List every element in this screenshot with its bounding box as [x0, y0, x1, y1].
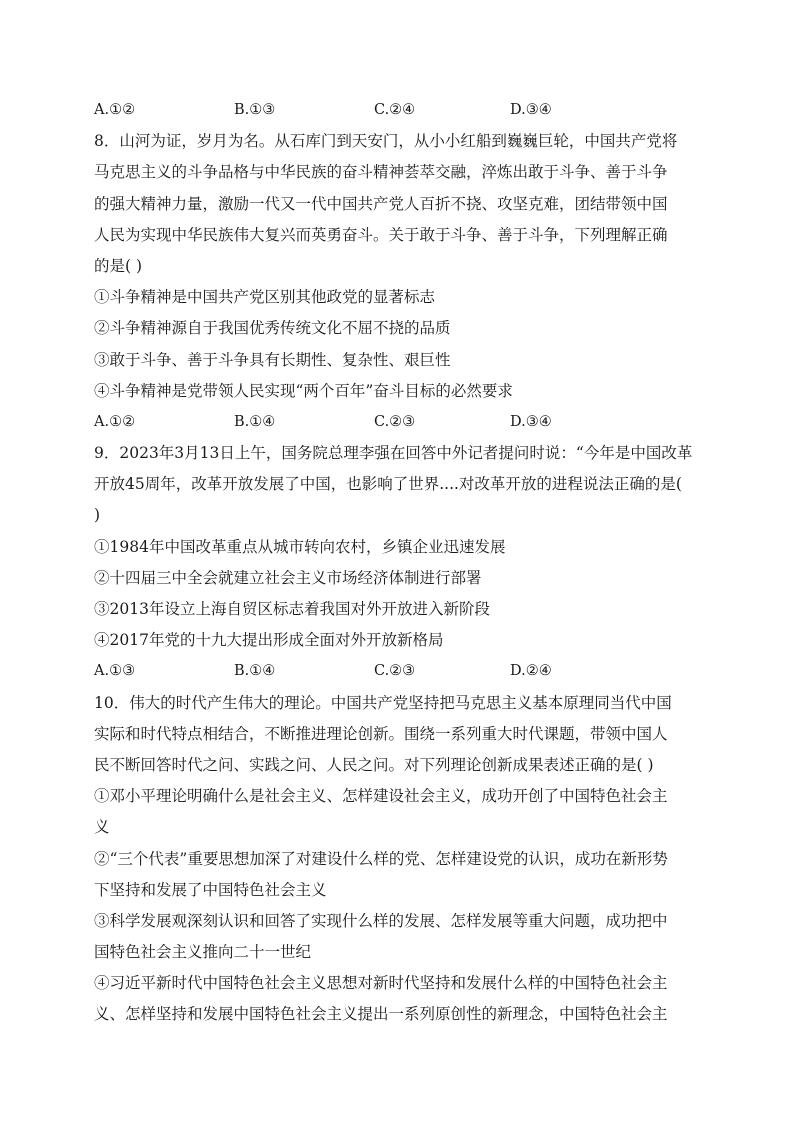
question-10: [94, 688, 704, 1031]
question-8: [94, 126, 704, 438]
q7-options: [94, 95, 704, 126]
q10-statement-line: ①邓小平理论明确什么是社会主义、怎样建设社会主义，成功开创了中国特色社会主: [94, 787, 668, 806]
question-9: [94, 438, 704, 688]
q9-stem-line: 9．2023年3月13日上午，国务院总理李强在回答中外记者提问时说：“今年是中国改革: [94, 444, 693, 463]
q9-stem-line: ): [94, 506, 101, 525]
q8-statement: ④斗争精神是党带领人民实现“两个百年”奋斗目标的必然要求: [94, 381, 513, 400]
exam-page: [94, 95, 704, 1031]
q8-statement: ③敢于斗争、善于斗争具有长期性、复杂性、艰巨性: [94, 350, 451, 369]
q8-stem-line: 8．山河为证，岁月为名。从石库门到天安门，从小小红船到巍巍巨轮，中国共产党将: [94, 132, 678, 151]
q9-stem-line: 开放45周年，改革开放发展了中国，也影响了世界....对改革开放的进程说法正确的是(: [94, 475, 682, 494]
q9-option-a[interactable]: A.①③: [94, 663, 136, 680]
q9-statement: ④2017年党的十九大提出形成全面对外开放新格局: [94, 631, 444, 650]
q9-statement: ③2013年设立上海自贸区标志着我国对外开放进入新阶段: [94, 600, 490, 618]
q7-option-d[interactable]: D.③④: [510, 102, 552, 118]
q10-stem-line: 实际和时代特点相结合，不断推进理论创新。围绕一系列重大时代课题，带领中国人: [94, 724, 668, 743]
q10-statement-line: 义: [94, 818, 110, 837]
q8-option-d[interactable]: D.③④: [510, 413, 552, 430]
q8-option-a[interactable]: A.①②: [94, 413, 136, 430]
q8-stem-line: 马克思主义的斗争品格与中华民族的奋斗精神荟萃交融，淬炼出敢于斗争、善于斗争: [94, 163, 668, 182]
q8-stem-line: 的强大精神力量，激励一代又一代中国共产党人百折不挠、攻坚克难，团结带领中国: [94, 194, 668, 213]
q8-stem-line: 人民为实现中华民族伟大复兴而英勇奋斗。关于敢于斗争、善于斗争，下列理解正确: [94, 225, 668, 244]
q7-option-a[interactable]: A.①②: [94, 102, 136, 118]
q8-statement: ②斗争精神源自于我国优秀传统文化不屈不挠的品质: [94, 319, 451, 338]
q8-stem-line: 的是( ): [94, 256, 143, 275]
q9-statement: ②十四届三中全会就建立社会主义市场经济体制进行部署: [94, 568, 482, 587]
q10-statement-line: 国特色社会主义推向二十一世纪: [94, 943, 312, 962]
q8-statement: ①斗争精神是中国共产党区别其他政党的显著标志: [94, 288, 436, 307]
q10-stem-line: 10．伟大的时代产生伟大的理论。中国共产党坚持把马克思主义基本原理同当代中国: [94, 693, 672, 712]
q9-option-b[interactable]: B.①④: [234, 663, 276, 680]
q10-statement-line: ③科学发展观深刻认识和回答了实现什么样的发展、怎样发展等重大问题，成功把中: [94, 911, 668, 930]
q8-option-b[interactable]: B.①④: [234, 413, 276, 430]
q8-options: [94, 407, 704, 438]
q10-statement-line: 义、怎样坚持和发展中国特色社会主义提出一系列原创性的新理念，中国特色社会主: [94, 1005, 668, 1024]
q7-option-c[interactable]: C.②④: [374, 102, 416, 118]
q10-statement-line: ④习近平新时代中国特色社会主义思想对新时代坚持和发展什么样的中国特色社会主: [94, 974, 668, 993]
q10-stem-line: 民不断回答时代之问、实践之问、人民之问。对下列理论创新成果表述正确的是( ): [94, 755, 654, 774]
q9-options: [94, 656, 704, 687]
q7-option-b[interactable]: B.①③: [234, 102, 276, 118]
q8-option-c[interactable]: C.②③: [374, 413, 416, 430]
q9-option-d[interactable]: D.②④: [510, 663, 552, 680]
q9-option-c[interactable]: C.②③: [374, 663, 416, 680]
q10-statement-line: 下坚持和发展了中国特色社会主义: [94, 880, 327, 899]
q9-statement: ①1984年中国改革重点从城市转向农村，乡镇企业迅速发展: [94, 537, 506, 556]
q10-statement-line: ②“三个代表”重要思想加深了对建设什么样的党、怎样建设党的认识，成功在新形势: [94, 849, 668, 868]
